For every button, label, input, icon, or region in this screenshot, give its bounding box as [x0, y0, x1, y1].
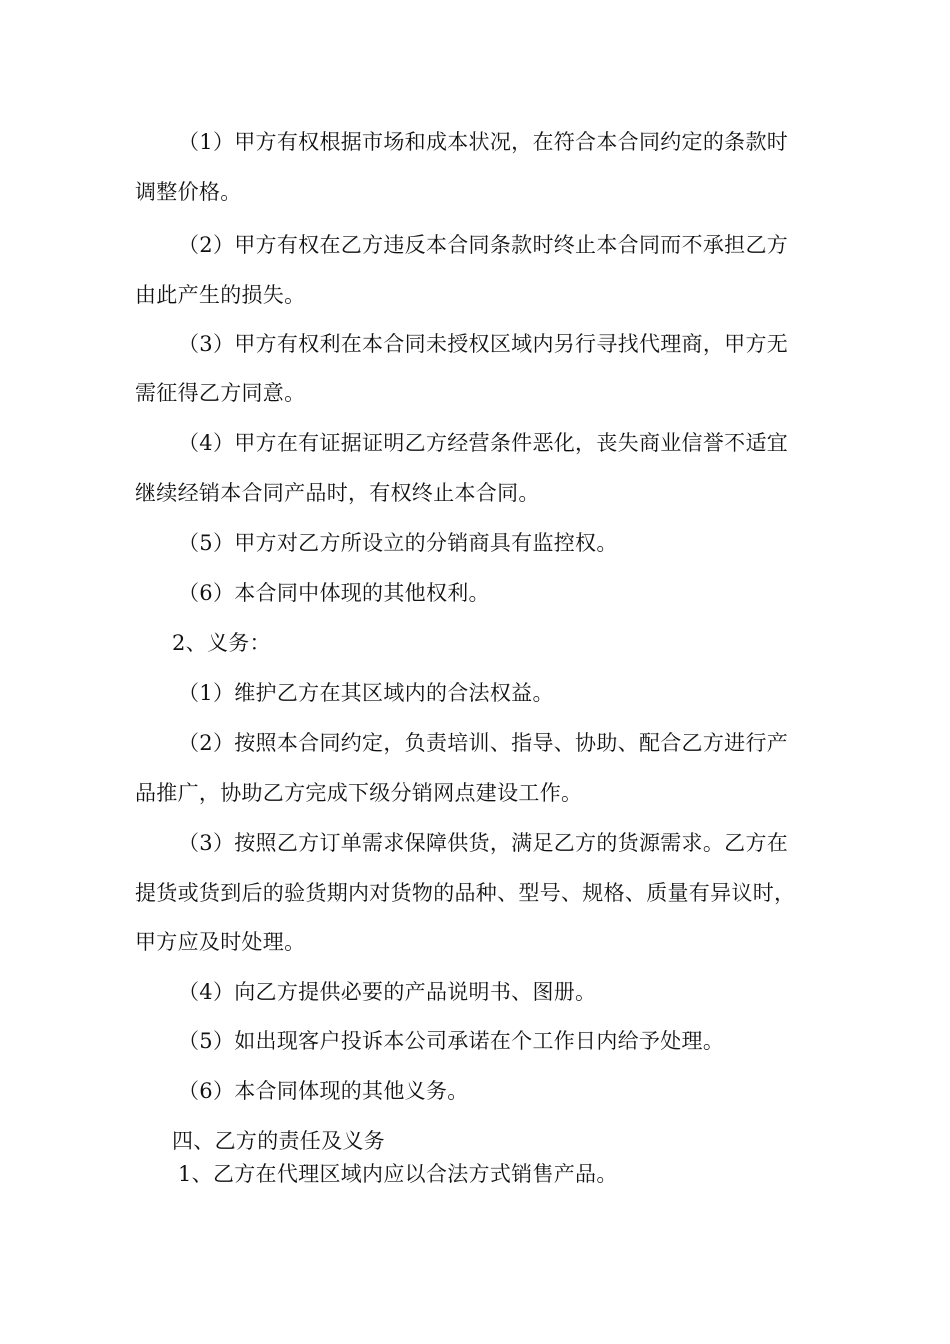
obligation-2-line-1: （2）按照本合同约定，负责培训、指导、协助、配合乙方进行产	[178, 731, 789, 755]
obligation-3-line-3: 甲方应及时处理。	[135, 930, 306, 954]
clause-2-line-2: 由此产生的损失。	[135, 283, 306, 307]
obligation-2-line-2: 品推广，协助乙方完成下级分销网点建设工作。	[135, 781, 583, 805]
clause-1-line-2: 调整价格。	[135, 180, 242, 204]
section-obligations-heading: 2、义务：	[172, 631, 271, 655]
section-four-item-1: 1、乙方在代理区域内应以合法方式销售产品。	[178, 1162, 618, 1186]
clause-5-line: （5）甲方对乙方所设立的分销商具有监控权。	[178, 531, 618, 555]
clause-4-line-2: 继续经销本合同产品时，有权终止本合同。	[135, 481, 540, 505]
clause-3-line-1: （3）甲方有权利在本合同未授权区域内另行寻找代理商，甲方无	[178, 332, 789, 356]
section-four-heading: 四、乙方的责任及义务	[172, 1129, 385, 1153]
clause-2-line-1: （2）甲方有权在乙方违反本合同条款时终止本合同而不承担乙方	[178, 233, 789, 257]
clause-3-line-2: 需征得乙方同意。	[135, 381, 306, 405]
obligation-5-line: （5）如出现客户投诉本公司承诺在个工作日内给予处理。	[178, 1029, 725, 1053]
clause-4-line-1: （4）甲方在有证据证明乙方经营条件恶化，丧失商业信誉不适宜	[178, 431, 789, 455]
clause-1-line-1: （1）甲方有权根据市场和成本状况，在符合本合同约定的条款时	[178, 130, 789, 154]
clause-6-line: （6）本合同中体现的其他权利。	[178, 581, 490, 605]
obligation-3-line-2: 提货或货到后的验货期内对货物的品种、型号、规格、质量有异议时，	[135, 881, 796, 905]
obligation-1-line: （1）维护乙方在其区域内的合法权益。	[178, 681, 554, 705]
obligation-3-line-1: （3）按照乙方订单需求保障供货，满足乙方的货源需求。乙方在	[178, 831, 789, 855]
obligation-4-line: （4）向乙方提供必要的产品说明书、图册。	[178, 980, 597, 1004]
obligation-6-line: （6）本合同体现的其他义务。	[178, 1079, 469, 1103]
